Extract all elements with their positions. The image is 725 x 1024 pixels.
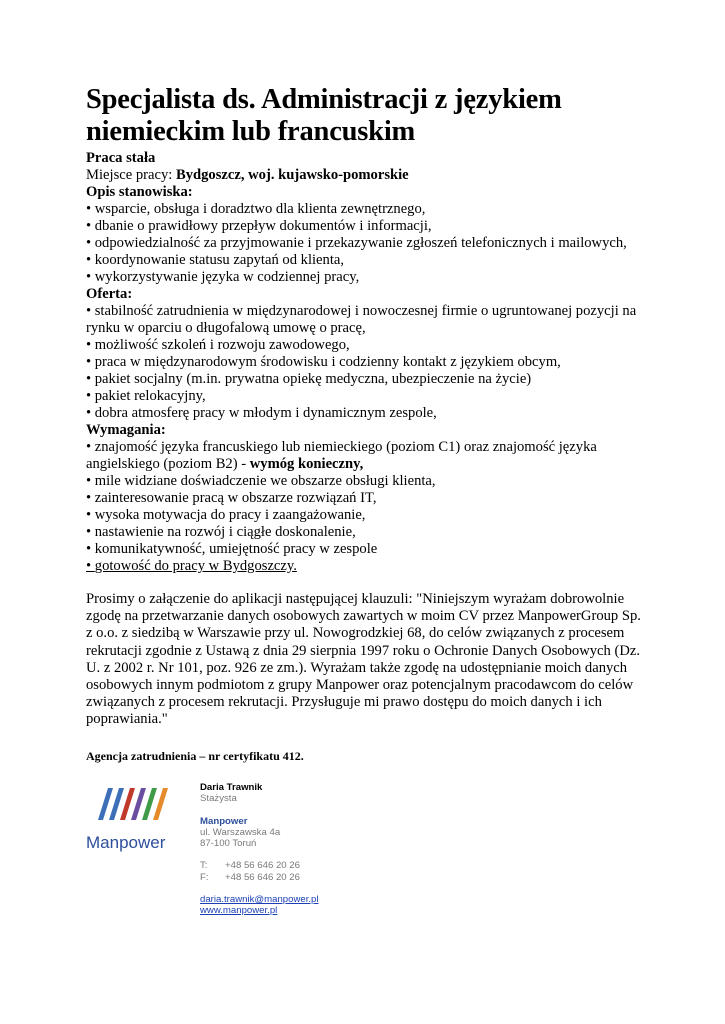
list-item: • pakiet socjalny (m.in. prywatna opiekę medyczna, ubezpieczenie na życie) — [86, 371, 532, 387]
phone-line: T: +48 56 646 20 26 — [200, 860, 300, 872]
sender-name: Daria Trawnik — [200, 782, 263, 793]
list-item: • dbanie o prawidłowy przepływ dokumentów i informacji, — [86, 218, 432, 234]
fax-line: F: +48 56 646 20 26 — [200, 871, 300, 883]
list-item: • gotowość do pracy w Bydgoszczy. — [86, 558, 297, 574]
company-street: ul. Warszawska 4a — [200, 826, 281, 838]
list-item: • pakiet relokacyjny, — [86, 388, 206, 404]
manpower-logo — [84, 778, 184, 868]
company-city: 87-100 Toruń — [200, 838, 257, 850]
description-heading: Opis stanowiska: — [86, 184, 193, 200]
list-item: angielskiego (poziom B2) - wymóg konieczny, — [86, 456, 364, 472]
location: Miejsce pracy: Bydgoszcz, woj. kujawsko-pomorskie — [86, 167, 409, 183]
offer-heading: Oferta: — [86, 286, 133, 302]
list-item: • możliwość szkoleń i rozwoju zawodowego, — [86, 337, 350, 353]
list-item: • koordynowanie statusu zapytań od klienta, — [86, 252, 345, 268]
agency-certificate: Agencja zatrudnienia – nr certyfikatu 412. — [86, 748, 304, 763]
email-link[interactable]: daria.trawnik@manpower.pl — [200, 894, 319, 906]
company-name: Manpower — [200, 815, 248, 827]
list-item: • odpowiedzialność za przyjmowanie i przekazywanie zgłoszeń telefonicznych i mailowych, — [86, 235, 627, 251]
list-item: • zainteresowanie pracą w obszarze rozwiązań IT, — [86, 490, 377, 506]
list-item: • mile widziane doświadczenie we obszarze obsługi klienta, — [86, 473, 436, 489]
sender-role: Stażysta — [200, 793, 237, 805]
website-link[interactable]: www.manpower.pl — [200, 905, 278, 917]
list-item: • komunikatywność, umiejętność pracy w zespole — [86, 541, 378, 557]
list-item: rynku w oparciu o długofalową umowę o pracę, — [86, 320, 366, 336]
list-item: • stabilność zatrudnienia w międzynarodowej i nowoczesnej firmie o ugruntowanej pozycji na — [86, 303, 637, 319]
job-posting — [86, 84, 646, 763]
list-item: • znajomość języka francuskiego lub niemieckiego (poziom C1) oraz znajomość języka — [86, 439, 597, 455]
list-item: • wysoka motywacja do pracy i zaangażowanie, — [86, 507, 366, 523]
consent-clause: Prosimy o załączenie do aplikacji następującej klauzuli: "Niniejszym wyrażam dobrowolnie zgodę na przetwarzanie danych osobowych zawartych w moim CV przez ManpowerGroup Sp. z o.o. z siedzibą w Warszawie przy ul. Nowogrodzkiej 68, do celów związanych z procesem rekrutacji zgodnie z Ustawą z dnia 29 sierpnia 1997 roku o Ochronie Danych Osobowych (Dz. U. z 2002 r. Nr 101, poz. 926 ze zm.). Wyrażam także zgodę na udostępnianie moich danych osobowych innym podmiotom z grupy Manpower oraz potencjalnym pracodawcom do celów związanych z procesem rekrutacji. Przysługuje mi prawo dostępu do moich danych i ich poprawiania." — [86, 591, 641, 728]
requirements-heading: Wymagania: — [86, 422, 166, 438]
logo-wordmark: Manpower — [86, 833, 166, 852]
manpower-logo-icon — [84, 778, 184, 868]
job-title: Specjalista ds. Administracji z językiem niemieckim lub francuskim — [86, 84, 562, 147]
signature-block — [200, 782, 500, 917]
job-type: Praca stała — [86, 150, 156, 166]
list-item: • praca w międzynarodowym środowisku i codzienny kontakt z językiem obcym, — [86, 354, 561, 370]
list-item: • nastawienie na rozwój i ciągłe doskonalenie, — [86, 524, 356, 540]
list-item: • wykorzystywanie języka w codziennej pracy, — [86, 269, 360, 285]
list-item: • dobra atmosferę pracy w młodym i dynamicznym zespole, — [86, 405, 437, 421]
email-signature — [84, 778, 644, 928]
list-item: • wsparcie, obsługa i doradztwo dla klienta zewnętrznego, — [86, 201, 426, 217]
